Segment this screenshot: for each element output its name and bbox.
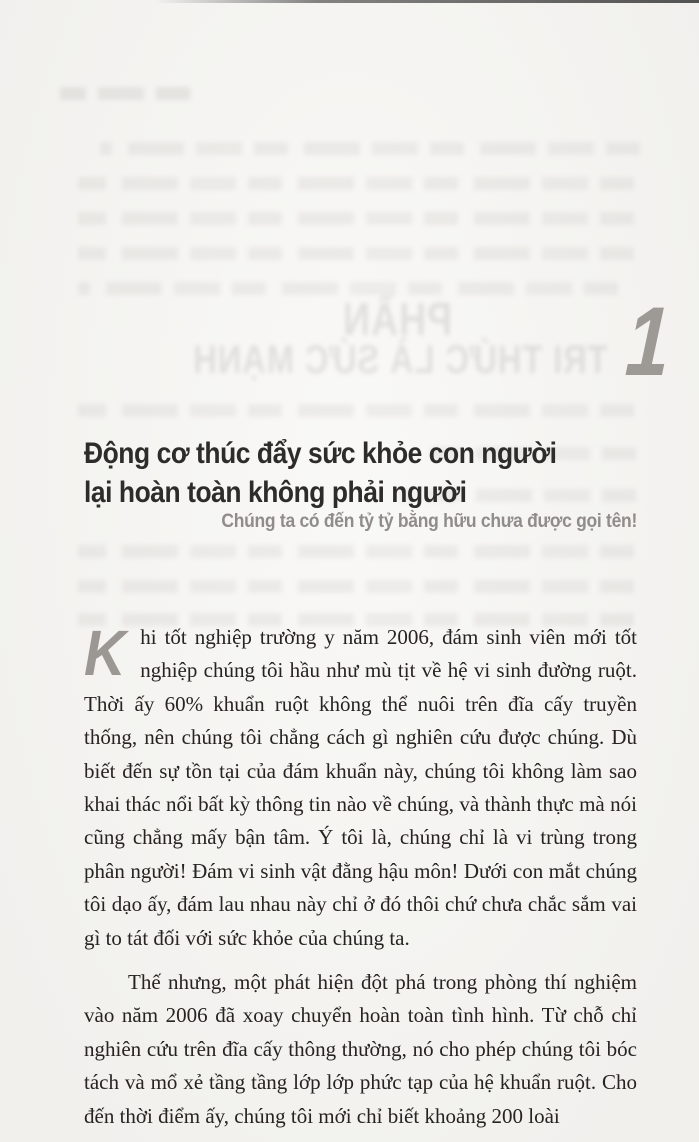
chapter-title-line2: lại hoàn toàn không phải người	[84, 476, 467, 509]
paragraph-1-text: hi tốt nghiệp trường y năm 2006, đám sinh viên mới tốt nghiệp chúng tôi hầu như mù tịt về hệ vi sinh đường ruột. Thời ấy 60% khuẩn ruột không thể nuôi trên đĩa cấy truyền thống, nên chúng tôi chẳng cách gì nghiên cứu được chúng. Dù biết đến sự tồn tại của đám khuẩn này, chúng tôi không làm sao khai thác nổi bất kỳ thông tin nào về chúng, và thành thực mà nói cũng chẳng mấy bận tâm. Ý tôi là, chúng chỉ là vi trùng trong phân người! Đám vi sinh vật đằng hậu môn! Dưới con mắt chúng tôi dạo ấy, đám lau nhau này chỉ ở đó thôi chứ chưa chắc sắm vai gì to tát đối với sức khỏe của chúng ta.	[84, 625, 637, 950]
bleedthrough-header	[60, 87, 190, 100]
bleedthrough-line	[78, 545, 634, 558]
bleedthrough-line	[78, 247, 634, 260]
body-text	[84, 617, 637, 1142]
bleedthrough-part-label: PHẦN	[342, 293, 453, 345]
drop-cap: K	[84, 617, 126, 689]
paragraph-2: Thế nhưng, một phát hiện đột phá trong phòng thí nghiệm vào năm 2006 đã xoay chuyển hoàn toàn tình hình. Từ chỗ chỉ nghiên cứu trên đĩa cấy thông thường, nó cho phép chúng tôi bóc tách và mổ xẻ tầng tầng lớp lớp phức tạp của hệ khuẩn ruột. Cho đến thời điểm ấy, chúng tôi mới chỉ biết khoảng 200 loài	[84, 970, 637, 1128]
bleedthrough-line	[100, 142, 640, 155]
bleedthrough-part-title: TRI THỨC LÀ SỨC MẠNH	[192, 338, 608, 382]
bleedthrough-line	[78, 212, 634, 225]
chapter-title	[84, 434, 577, 512]
paragraph-1	[84, 617, 637, 955]
chapter-subtitle: Chúng ta có đến tỷ tỷ bằng hữu chưa được gọi tên!	[221, 511, 637, 532]
bleedthrough-line	[78, 580, 634, 593]
chapter-number: 1	[623, 286, 674, 396]
bleedthrough-line	[78, 177, 634, 190]
bleedthrough-line	[78, 404, 634, 417]
scan-edge-shadow	[0, 0, 699, 3]
chapter-title-line1: Động cơ thúc đẩy sức khỏe con người	[84, 437, 557, 470]
